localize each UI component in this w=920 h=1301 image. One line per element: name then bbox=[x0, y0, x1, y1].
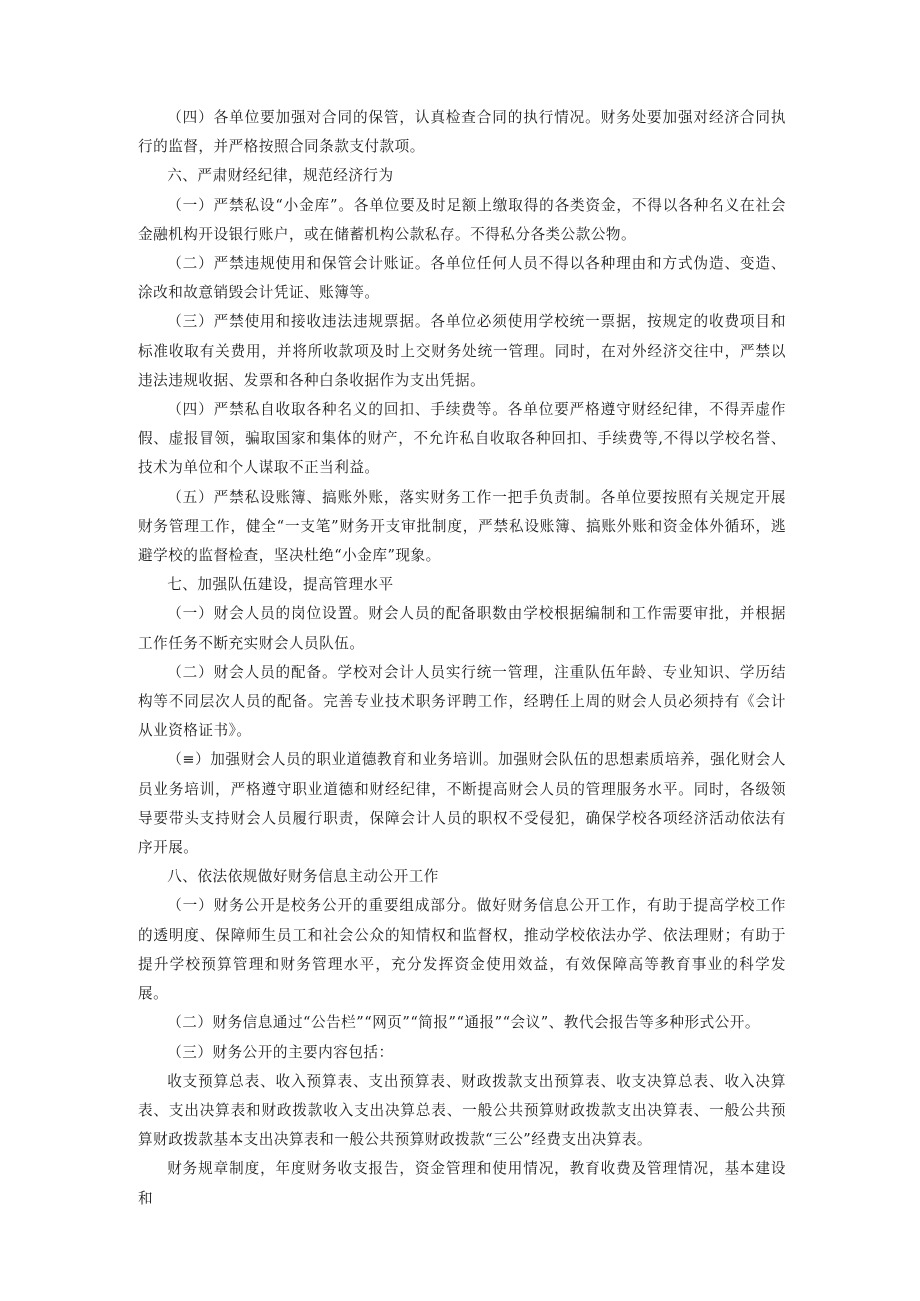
section-heading-7: 七、加强队伍建设，提高管理水平 bbox=[167, 576, 394, 594]
paragraph-contract-supervision: （四）各单位要加强对合同的保管，认真检查合同的执行情况。财务处要加强对经济合同执行的监督，并严格按照合同条款支付款项。 bbox=[138, 109, 786, 156]
paragraph-8-3: （三）财务公开的主要内容包括： bbox=[167, 1043, 394, 1061]
document-page bbox=[138, 103, 786, 1213]
paragraph-6-2: （二）严禁违规使用和保管会计账证。各单位任何人员不得以各种理由和方式伪造、变造、涂改和故意销毁会计凭证、账簿等。 bbox=[138, 255, 786, 302]
paragraph-8-1: （一）财务公开是校务公开的重要组成部分。做好财务信息公开工作，有助于提高学校工作的透明度、保障师生员工和社会公众的知情权和监督权，推动学校依法办学、依法理财；有助于提升学校预算管理和财务管理水平，充分发挥资金使用效益，有效保障高等教育事业的科学发展。 bbox=[138, 897, 786, 1003]
paragraph-8-3-list-b: 财务规章制度，年度财务收支报告，资金管理和使用情况，教育收费及管理情况，基本建设和 bbox=[138, 1160, 786, 1207]
paragraph-6-3: （三）严禁使用和接收违法违规票据。各单位必须使用学校统一票据，按规定的收费项目和标准收取有关费用，并将所收款项及时上交财务处统一管理。同时，在对外经济交往中，严禁以违法违规收据、发票和各种白条收据作为支出凭据。 bbox=[138, 313, 786, 389]
paragraph-6-4: （四）严禁私自收取各种名义的回扣、手续费等。各单位要严格遵守财经纪律，不得弄虚作假、虚报冒领，骗取国家和集体的财产，不允许私自收取各种回扣、手续费等,不得以学校名誉、技术为单位和个人谋取不正当利益。 bbox=[138, 401, 786, 477]
paragraph-7-1: （一）财会人员的岗位设置。财会人员的配备职数由学校根据编制和工作需要审批，并根据工作任务不断充实财会人员队伍。 bbox=[138, 605, 786, 652]
paragraph-7-3: （≡）加强财会人员的职业道德教育和业务培训。加强财会队伍的思想素质培养，强化财会人员业务培训，严格遵守职业道德和财经纪律，不断提高财会人员的管理服务水平。同时，各级领导要带头支持财会人员履行职责，保障会计人员的职权不受侵犯，确保学校各项经济活动依法有序开展。 bbox=[138, 751, 786, 857]
paragraph-8-2: （二）财务信息通过“公告栏”“网页”“简报”“通报”“会议”、教代会报告等多种形式公开。 bbox=[167, 1014, 760, 1032]
paragraph-6-1: （一）严禁私设“小金库”。各单位要及时足额上缴取得的各类资金，不得以各种名义在社会金融机构开设银行账户，或在储蓄机构公款私存。不得私分各类公款公物。 bbox=[138, 196, 786, 243]
paragraph-7-2: （二）财会人员的配备。学校对会计人员实行统一管理，注重队伍年龄、专业知识、学历结构等不同层次人员的配备。完善专业技术职务评聘工作，经聘任上周的财会人员必须持有《会计从业资格证书》。 bbox=[138, 663, 786, 740]
paragraph-6-5: （五）严禁私设账簿、搞账外账，落实财务工作一把手负责制。各单位要按照有关规定开展财务管理工作，健全“一支笔”财务开支审批制度，严禁私设账簿、搞账外账和资金体外循环，逃避学校的监督检查，坚决杜绝“小金库”现象。 bbox=[138, 488, 786, 565]
section-heading-6: 六、严肃财经纪律，规范经济行为 bbox=[167, 167, 394, 185]
paragraph-8-3-list-a: 收支预算总表、收入预算表、支出预算表、财政拨款支出预算表、收支决算总表、收入决算表、支出决算表和财政拨款收入支出决算总表、一般公共预算财政拨款支出决算表、一般公共预算财政拨款基本支出决算表和一般公共预算财政拨款“三公”经费支出决算表。 bbox=[138, 1072, 786, 1149]
section-heading-8: 八、依法依规做好财务信息主动公开工作 bbox=[167, 868, 439, 886]
